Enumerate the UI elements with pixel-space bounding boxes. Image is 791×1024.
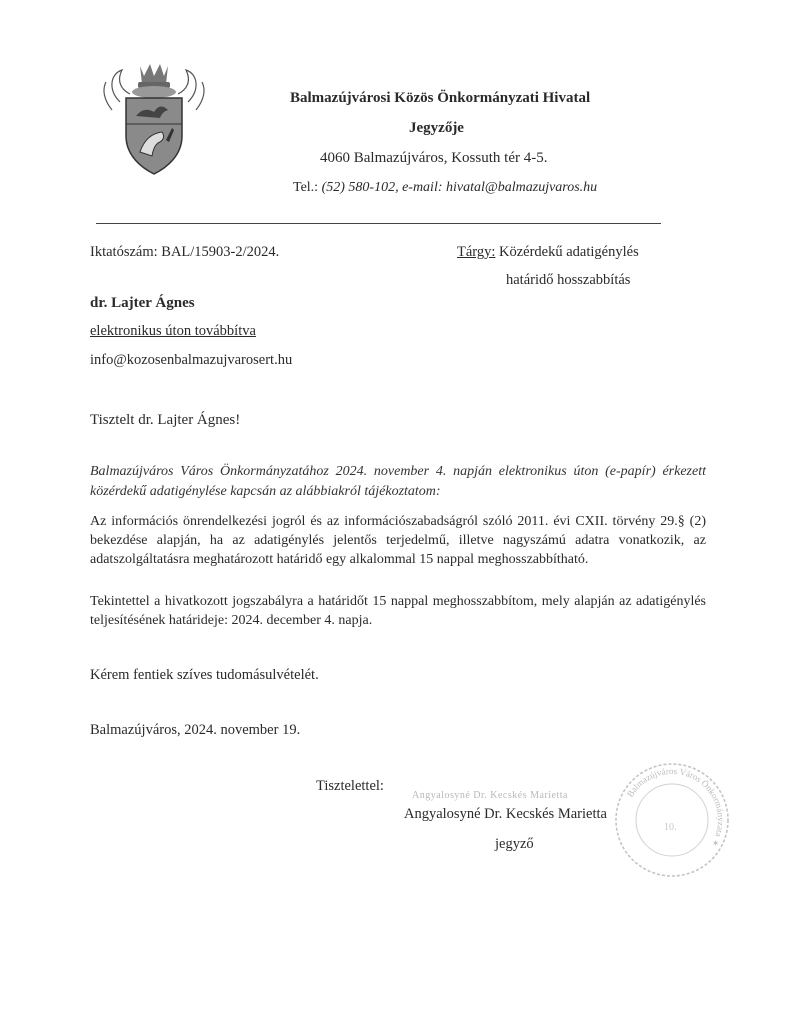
- contact-details: (52) 580-102, e-mail: hivatal@balmazujvaros.hu: [321, 180, 598, 195]
- svg-text:Balmazújváros Város Önkormányz: Balmazújváros Város Önkormányzata ✶: [624, 765, 727, 849]
- tel-label: Tel.:: [293, 180, 319, 195]
- body-paragraph-2: Tekintettel a hivatkozott jogszabályra a határidőt 15 nappal meghosszabbítom, mely alapján az adatigénylés teljesítésének határideje: 2024. december 4. napja.: [90, 594, 706, 628]
- place-and-date: Balmazújváros, 2024. november 19.: [90, 722, 301, 738]
- coat-of-arms-logo: [100, 60, 208, 178]
- recipient-delivery: elektronikus úton továbbítva: [90, 323, 256, 339]
- organization-address: 4060 Balmazújváros, Kossuth tér 4-5.: [320, 150, 548, 166]
- signer-role: jegyző: [495, 836, 534, 852]
- subject-text-1: Közérdekű adatigénylés: [499, 244, 639, 260]
- office-title: Jegyzője: [409, 120, 464, 136]
- closing-request: Kérem fentiek szíves tudomásulvételét.: [90, 667, 319, 683]
- salutation: Tisztelt dr. Lajter Ágnes!: [90, 412, 241, 428]
- subject-line: [457, 244, 639, 261]
- subject-text-2: határidő hosszabbítás: [506, 272, 631, 288]
- complimentary-close: Tisztelettel:: [316, 778, 384, 794]
- signer-name: Angyalosyné Dr. Kecskés Marietta: [404, 806, 607, 822]
- intro-paragraph: Balmazújváros Város Önkormányzatához 2024. november 4. napján elektronikus úton (e-papír) érkezett közérdekű adatigénylése kapcsán az alábbiakról tájékoztatom:: [90, 464, 706, 499]
- recipient-email: info@kozosenbalmazujvarosert.hu: [90, 352, 293, 368]
- svg-text:10.: 10.: [664, 822, 677, 833]
- body-paragraph-1: Az információs önrendelkezési jogról és az információszabadságról szóló 2011. évi CXII. törvény 29.§ (2) bekezdése alapján, ha az adatigénylés jelentős terjedelmű, illetve nagyszámú adatra vonatkozik, az adatszolgáltatásra meghatározott határidő egy alkalommal 15 nappal meghosszabbítható.: [90, 514, 706, 567]
- letterhead-divider: [96, 223, 661, 224]
- official-stamp: [612, 760, 732, 880]
- subject-label: Tárgy:: [457, 244, 496, 260]
- organization-name: Balmazújvárosi Közös Önkormányzati Hivatal: [290, 90, 591, 106]
- electronic-signature-mark: Angyalosyné Dr. Kecskés Marietta: [412, 790, 568, 801]
- contact-line: [293, 180, 597, 196]
- reference-number: Iktatószám: BAL/15903-2/2024.: [90, 244, 280, 260]
- recipient-name: dr. Lajter Ágnes: [90, 295, 195, 311]
